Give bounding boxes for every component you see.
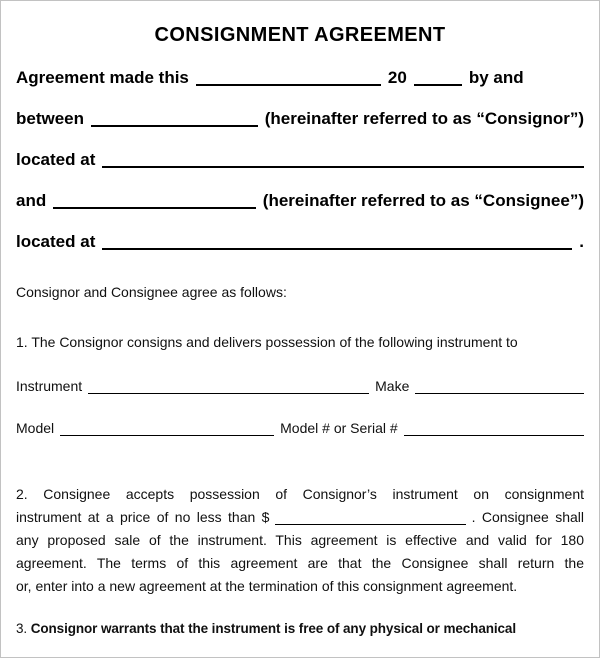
clause-2-line-3: any proposed sale of the instrument. This agreement is effective and valid for 180: [16, 532, 584, 548]
serial-blank-field: [404, 435, 584, 436]
consignee-address-blank-field: [102, 248, 572, 250]
date-blank-field: [196, 84, 381, 86]
agreement-intro-sentence: Consignor and Consignee agree as follows:: [16, 284, 287, 300]
price-blank-field: [275, 524, 465, 525]
price-line-pre-text: instrument at a price of no less than $: [16, 509, 270, 525]
between-label: between: [16, 109, 85, 128]
clause-3-line: [16, 619, 584, 639]
consignee-address-line: [16, 221, 584, 262]
clause-3-number: 3.: [16, 621, 28, 636]
year-prefix-label: 20: [387, 68, 407, 87]
make-label: Make: [375, 378, 410, 394]
clause-1-text: 1. The Consignor consigns and delivers possession of the following instrument to: [16, 334, 518, 350]
clause-2-paragraph: [16, 483, 584, 598]
consignee-located-at-label: located at: [16, 232, 96, 251]
instrument-label: Instrument: [16, 378, 83, 394]
make-blank-field: [415, 393, 584, 394]
document-title: CONSIGNMENT AGREEMENT: [154, 24, 446, 46]
consignor-located-at-label: located at: [16, 150, 96, 169]
price-line-post-text: . Consignee shall: [471, 509, 584, 525]
consignor-address-blank-field: [102, 166, 584, 168]
consignor-name-line: [16, 98, 584, 139]
consignee-name-blank-field: [53, 207, 256, 209]
consignor-name-blank-field: [91, 125, 258, 127]
clause-2-line-1: 2. Consignee accepts possession of Consignor’s instrument on consignment: [16, 486, 584, 502]
clause-2-line-5: or, enter into a new agreement at the termination of this consignment agreement.: [16, 578, 518, 594]
model-serial-line: [16, 418, 584, 438]
instrument-blank-field: [88, 393, 369, 394]
year-blank-field: [414, 84, 462, 86]
instrument-make-line: [16, 376, 584, 396]
model-label: Model: [16, 420, 55, 436]
consignor-address-line: [16, 139, 584, 180]
date-line-post-label: by and: [468, 68, 524, 87]
intro-section: [16, 57, 584, 262]
clause-2-price-line: [16, 506, 584, 529]
serial-label: Model # or Serial #: [280, 420, 398, 436]
and-label: and: [16, 191, 47, 210]
address-line-period: .: [579, 232, 584, 251]
model-blank-field: [60, 435, 274, 436]
consignor-designation-label: (hereinafter referred to as “Consignor”): [264, 109, 584, 128]
date-line-pre-label: Agreement made this: [16, 68, 189, 87]
clause-3-bold-text: Consignor warrants that the instrument is free of any physical or mechanical: [30, 621, 516, 636]
clause-2-line-4: agreement. The terms of this agreement are that the Consignee shall return the: [16, 555, 584, 571]
consignee-name-line: [16, 180, 584, 221]
consignee-designation-label: (hereinafter referred to as “Consignee”): [262, 191, 584, 210]
date-line: [16, 57, 584, 98]
